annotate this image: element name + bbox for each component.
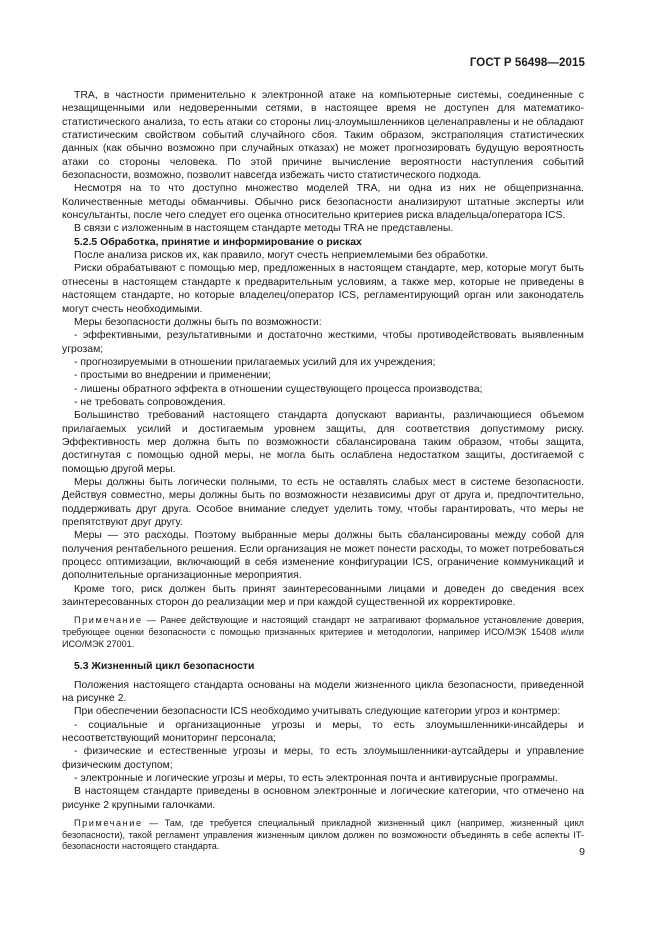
standard-header: ГОСТ Р 56498—2015 (469, 57, 585, 69)
list-item: - социальные и организационные угрозы и меры, то есть злоумышленники-инсайдеры и несоответствующий мониторинг персонала; (62, 719, 584, 744)
paragraph: Положения настоящего стандарта основаны на модели жизненного цикла безопасности, приведенной на рисунке 2. (62, 679, 584, 704)
note-label: Примечание (74, 817, 143, 828)
section-heading-5-2-5: 5.2.5 Обработка, принятие и информирование о рисках (74, 236, 362, 248)
note (62, 818, 584, 853)
section-heading-5-3: 5.3 Жизненный цикл безопасности (74, 661, 255, 673)
note-text: — Там, где требуется специальный прикладной жизненный цикл (например, жизненный цикл безопасности), такой регламент управления жизненным циклом должен по возможности объединять в себе аспекты IT-безопасности настоящего стандарта. (62, 817, 584, 852)
list-item: - лишены обратного эффекта в отношении существующего процесса производства; (74, 383, 483, 395)
paragraph: Большинство требований настоящего стандарта допускают варианты, различающиеся объемом прилагаемых усилий и достигаемым уровнем защиты, для соответствия допустимому риску. Эффективность мер должна быть по возможности сбалансирована таким образом, чтобы защита, достигнутая с помощью одной меры, не могла быть ослаблена недостатком защиты, достигаемой с помощью другой меры. (62, 410, 584, 475)
list-item: - физические и естественные угрозы и меры, то есть злоумышленники-аутсайдеры и управление физическим доступом; (62, 746, 584, 771)
paragraph: TRA, в частности применительно к электронной атаке на компьютерные системы, соединенные с незащищенными или недоверенными сетями, в настоящее время не доступен для математико-статистического анализа, то есть атаки со стороны лиц-злоумышленников целенаправлены и не обладают статистическим свойством событий случайного сбоя. Таким образом, экстраполяция статистических данных (как обычно возможно при случайных отказах) не может прогнозировать будущую вероятность атаки со стороны человека. По этой причине вычисление вероятности наступления событий безопасности, возможно, позволит навсегда избежать чисто статистического подхода. (62, 90, 584, 182)
page-number: 9 (579, 846, 585, 858)
paragraph: Несмотря на то что доступно множество моделей TRA, ни одна из них не общепризнанна. Количественные методы обманчивы. Обычно риск безопасности анализируют штатные эксперты или консультанты, после чего следует его оценка относительно критериев риска владельца/оператора ICS. (62, 183, 584, 222)
note-label: Примечание (74, 615, 143, 626)
paragraph: В связи с изложенным в настоящем стандарте методы TRA не представлены. (74, 223, 454, 235)
note-text: — Ранее действующие и настоящий стандарт не затрагивают формальное установление доверия, требующее оценки безопасности с помощью признанных критериев и методологии, например ИСО/МЭК 15408 и/или ИСО/МЭК 27001. (62, 615, 584, 649)
list-item: - не требовать сопровождения. (74, 396, 226, 408)
list-item: - простыми во внедрении и применении; (74, 370, 271, 382)
paragraph: После анализа рисков их, как правило, могут счесть неприемлемыми без обработки. (74, 250, 489, 262)
list-item: - электронные и логические угрозы и меры, то есть электронная почта и антивирусные программы. (74, 772, 558, 784)
document-body (62, 89, 584, 859)
paragraph: Риски обрабатывают с помощью мер, предложенных в настоящем стандарте, мер, которые могут быть отнесены в настоящем стандарте к предварительным условиям, а также мер, которые не приведены в настоящем стандарте, но которые владелец/оператор ICS, регламентирующий орган или законодатель могут счесть необходимыми. (62, 263, 584, 315)
note (62, 615, 584, 650)
paragraph: При обеспечении безопасности ICS необходимо учитывать следующие категории угроз и контрмер: (74, 706, 561, 718)
list-item: - эффективными, результативными и достаточно жесткими, чтобы противодействовать выявленным угрозам; (62, 330, 584, 355)
paragraph: Меры безопасности должны быть по возможности: (74, 316, 322, 328)
paragraph: Кроме того, риск должен быть принят заинтересованными лицами и доведен до сведения всех заинтересованных сторон до реализации мер и при каждой существенной их корректировке. (62, 583, 584, 609)
paragraph: В настоящем стандарте приведены в основном электронные и логические категории, что отмечено на рисунке 2 крупными галочками. (62, 786, 584, 811)
paragraph: Меры — это расходы. Поэтому выбранные меры должны быть сбалансированы между собой для получения рентабельного решения. Если организация не может понести расходы, то может потребоваться процесс оптимизации, включающий в себя изменение конфигурации ICS, ограничение коммуникаций и дополнительные организационные мероприятия. (62, 530, 584, 582)
list-item: - прогнозируемыми в отношении прилагаемых усилий для их учреждения; (74, 356, 436, 368)
paragraph: Меры должны быть логически полными, то есть не оставлять слабых мест в системе безопасности. Действуя совместно, меры должны быть по возможности независимы друг от друга и, предпочтительно, поддерживать друг друга. Особое внимание следует уделить тому, чтобы гарантировать, что меры не препятствуют друг другу. (62, 476, 584, 528)
